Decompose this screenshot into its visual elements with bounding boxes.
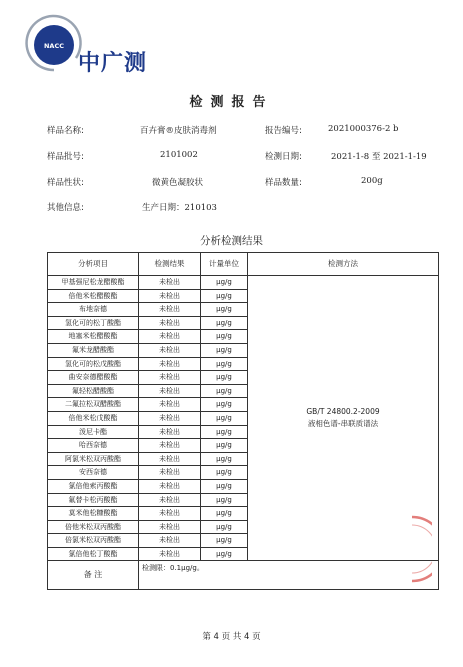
- cell-unit: μg/g: [201, 398, 248, 412]
- header-method: 检测方法: [248, 253, 439, 276]
- cell-result: 未检出: [139, 439, 201, 453]
- cell-unit: μg/g: [201, 343, 248, 357]
- cell-unit: μg/g: [201, 439, 248, 453]
- cell-item: 氢化可的松丁酸酯: [48, 316, 139, 330]
- cell-unit: μg/g: [201, 276, 248, 290]
- section-title: 分析检测结果: [200, 235, 263, 247]
- inspection-stamp-icon: [382, 515, 432, 585]
- cell-result: 未检出: [139, 466, 201, 480]
- cell-item: 倍他米松双丙酸酯: [48, 520, 139, 534]
- results-table: [47, 252, 439, 590]
- method-standard: GB/T 24800.2-2009: [306, 407, 380, 417]
- cell-item: 氯倍他索丙酸酯: [48, 479, 139, 493]
- cell-unit: μg/g: [201, 303, 248, 317]
- other-info-value: 生产日期：210103: [142, 203, 217, 213]
- cell-unit: μg/g: [201, 316, 248, 330]
- cell-item: 倍他米松戊酸酯: [48, 411, 139, 425]
- cell-result: 未检出: [139, 493, 201, 507]
- cell-item: 氟米龙醋酸酯: [48, 343, 139, 357]
- cell-item: 倍氯米松双丙酸酯: [48, 534, 139, 548]
- cell-item: 倍他米松醋酸酯: [48, 289, 139, 303]
- cell-unit: μg/g: [201, 371, 248, 385]
- cell-result: 未检出: [139, 330, 201, 344]
- cell-unit: μg/g: [201, 425, 248, 439]
- cell-unit: μg/g: [201, 534, 248, 548]
- cell-unit: μg/g: [201, 330, 248, 344]
- batch-value: 2101002: [160, 150, 198, 160]
- cell-result: 未检出: [139, 520, 201, 534]
- quantity-label: 样品数量:: [265, 178, 302, 188]
- cell-item: 地塞米松醋酸酯: [48, 330, 139, 344]
- cell-result: 未检出: [139, 343, 201, 357]
- cell-result: 未检出: [139, 411, 201, 425]
- page-footer: 第 4 页 共 4 页: [202, 632, 261, 642]
- cell-unit: μg/g: [201, 493, 248, 507]
- cell-result: 未检出: [139, 357, 201, 371]
- cell-result: 未检出: [139, 507, 201, 521]
- cell-unit: μg/g: [201, 466, 248, 480]
- cell-item: 甲基强尼松龙醋酸酯: [48, 276, 139, 290]
- cell-unit: μg/g: [201, 479, 248, 493]
- header-result: 检测结果: [139, 253, 201, 276]
- table-row: [48, 276, 439, 290]
- cell-unit: μg/g: [201, 384, 248, 398]
- cell-item: 氟替卡松丙酸酯: [48, 493, 139, 507]
- cell-result: 未检出: [139, 289, 201, 303]
- cell-item: 安西奈德: [48, 466, 139, 480]
- logo-text: 中广测: [78, 51, 148, 76]
- quantity-value: 200g: [361, 176, 383, 186]
- test-date-value: 2021-1-8 至 2021-1-19: [331, 152, 427, 162]
- header-unit: 计量单位: [201, 253, 248, 276]
- cell-unit: μg/g: [201, 547, 248, 561]
- cell-result: 未检出: [139, 547, 201, 561]
- batch-label: 样品批号:: [47, 152, 84, 162]
- cell-result: 未检出: [139, 371, 201, 385]
- cell-item: 氟轻松醋酸酯: [48, 384, 139, 398]
- page-title: 检测报告: [189, 95, 274, 110]
- cell-item: 莫米他松糠酸酯: [48, 507, 139, 521]
- results-body: [48, 276, 439, 590]
- cell-unit: μg/g: [201, 357, 248, 371]
- cell-unit: μg/g: [201, 520, 248, 534]
- report-no-label: 报告编号:: [265, 126, 302, 136]
- cell-item: 阿氯米松双丙酸酯: [48, 452, 139, 466]
- cell-unit: μg/g: [201, 452, 248, 466]
- header-item: 分析项目: [48, 253, 139, 276]
- cell-result: 未检出: [139, 276, 201, 290]
- cell-result: 未检出: [139, 479, 201, 493]
- cell-unit: μg/g: [201, 411, 248, 425]
- sample-name-value: 百卉膏®皮肤消毒剂: [140, 126, 217, 136]
- cell-unit: μg/g: [201, 289, 248, 303]
- logo-badge-text: NACC: [43, 42, 65, 50]
- table-header-row: [48, 253, 439, 276]
- cell-item: 氯倍他松丁酸酯: [48, 547, 139, 561]
- notes-text: 检测限：0.1μg/g。: [139, 561, 439, 590]
- cell-result: 未检出: [139, 384, 201, 398]
- cell-result: 未检出: [139, 303, 201, 317]
- cell-result: 未检出: [139, 316, 201, 330]
- cell-item: 哈西奈德: [48, 439, 139, 453]
- cell-item: 曲安奈德醋酸酯: [48, 371, 139, 385]
- property-value: 微黄色凝胶状: [152, 178, 204, 188]
- test-date-label: 检测日期:: [265, 152, 302, 162]
- cell-result: 未检出: [139, 398, 201, 412]
- cell-item: 氢化可的松戊酸酯: [48, 357, 139, 371]
- cell-item: 布地奈德: [48, 303, 139, 317]
- notes-label: 备 注: [48, 561, 139, 590]
- cell-item: 二氟拉松双醋酸酯: [48, 398, 139, 412]
- other-info-label: 其他信息:: [47, 203, 84, 213]
- property-label: 样品性状:: [47, 178, 84, 188]
- report-no-value: 2021000376-2 b: [328, 124, 399, 134]
- notes-row: [48, 561, 439, 590]
- sample-name-label: 样品名称:: [47, 126, 84, 136]
- cell-unit: μg/g: [201, 507, 248, 521]
- cell-result: 未检出: [139, 534, 201, 548]
- cell-result: 未检出: [139, 452, 201, 466]
- method-technique: 液相色谱-串联质谱法: [307, 419, 379, 429]
- cell-result: 未检出: [139, 425, 201, 439]
- cell-item: 泼尼卡酯: [48, 425, 139, 439]
